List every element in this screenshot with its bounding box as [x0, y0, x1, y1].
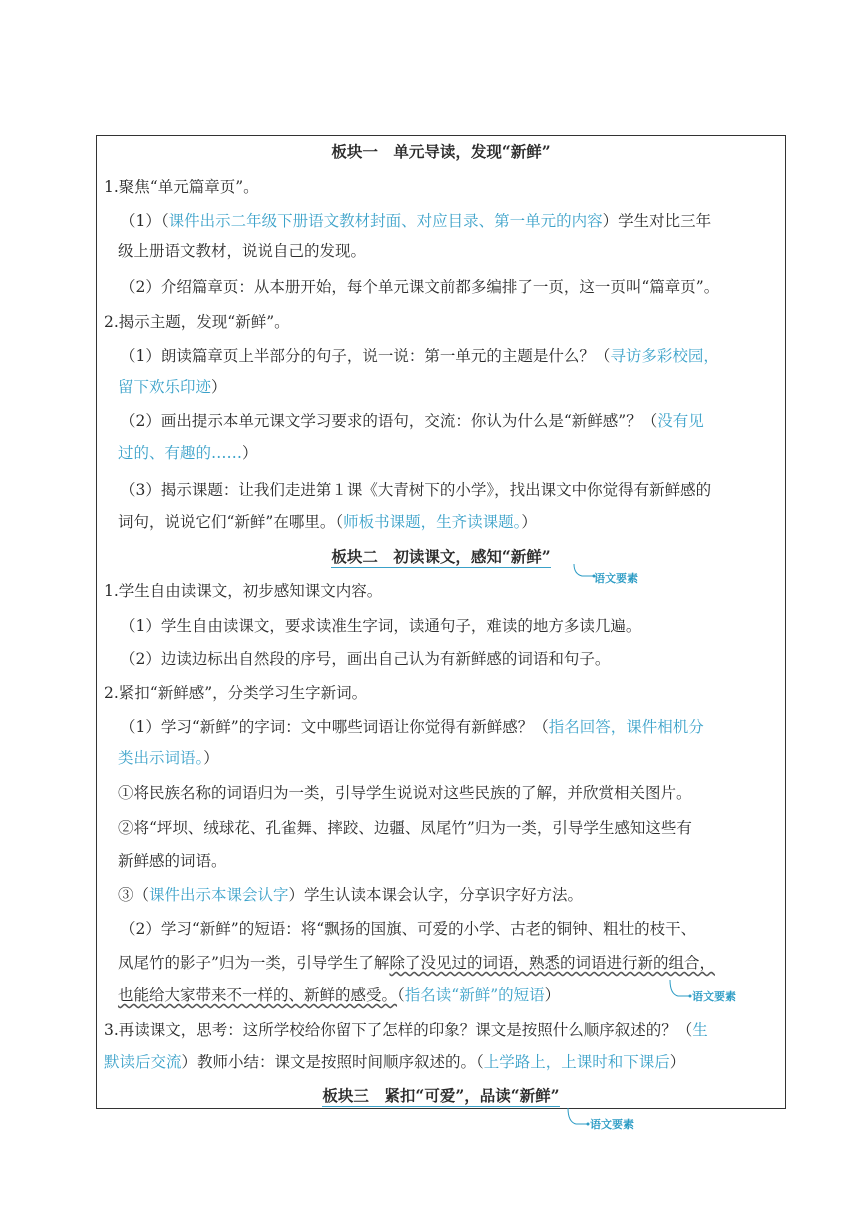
step-2-2-1-b: ②将“坪坝、绒球花、孔雀舞、摔跤、边疆、凤尾竹”归为一类，引导学生感知这些有 — [118, 819, 692, 837]
step-2-2-1-b-cont: 新鲜感的词语。 — [118, 852, 227, 870]
step-2-2-1-c: ③（课件出示本课会认字）学生认读本课会认字，分享识字好方法。 — [118, 886, 584, 904]
step-2-2-1-a: ①将民族名称的词语归为一类，引导学生说说对这些民族的了解，并欣赏相关图片。 — [118, 784, 692, 802]
step-1-2: 2.揭示主题，发现“新鲜”。 — [104, 313, 290, 331]
annotation-connector — [566, 1108, 590, 1132]
step-2-2-2-cont: 凤尾竹的影子”归为一类，引导学生了解除了没见过的词语，熟悉的词语进行新的组合， — [118, 954, 715, 972]
step-1-1-2: （2）介绍篇章页：从本册开始，每个单元课文前都多编排了一页，这一页叫“篇章页”。 — [120, 278, 720, 296]
annotation-connector — [668, 980, 692, 1004]
annotation-label: 语文要素 — [692, 990, 736, 1003]
step-2-2-2: （2）学习“新鲜”的短语：将“飘扬的国旗、可爱的小学、古老的铜钟、粗壮的枝干、 — [120, 920, 697, 938]
step-1-1-1-cont: 级上册语文教材，说说自己的发现。 — [118, 242, 367, 260]
annotation-label: 语文要素 — [594, 572, 638, 585]
step-1-1: 1.聚焦“单元篇章页”。 — [104, 178, 259, 196]
step-2-2: 2.紧扣“新鲜感”，分类学习生字新词。 — [104, 684, 368, 702]
step-1-2-1-cont: 留下欢乐印迹） — [118, 378, 227, 396]
step-1-2-2: （2）画出提示本单元课文学习要求的语句，交流：你认为什么是“新鲜感”？（没有见 — [120, 412, 704, 430]
step-1-2-2-cont: 过的、有趣的……） — [118, 444, 258, 462]
step-2-1-1: （1）学生自由读课文，要求读准生字词，读通句子，难读的地方多读几遍。 — [120, 617, 642, 635]
step-1-1-1: （1）（课件出示二年级下册语文教材封面、对应目录、第一单元的内容）学生对比三年 — [120, 212, 712, 230]
step-2-2-1: （1）学习“新鲜”的字词：文中哪些词语让你觉得有新鲜感？（指名回答，课件相机分 — [120, 718, 704, 736]
step-1-2-1: （1）朗读篇章页上半部分的句子，说一说：第一单元的主题是什么？（寻访多彩校园， — [120, 347, 719, 365]
step-2-2-1-cont: 类出示词语。） — [118, 749, 219, 767]
step-2-1-2: （2）边读边标出自然段的序号，画出自己认为有新鲜感的词语和句子。 — [120, 650, 611, 668]
step-2-1: 1.学生自由读课文，初步感知课文内容。 — [104, 582, 383, 600]
step-1-2-3: （3）揭示课题：让我们走进第１课《大青树下的小学》，找出课文中你觉得有新鲜感的 — [120, 481, 712, 499]
step-2-3: 3.再读课文，思考：这所学校给你留下了怎样的印象？课文是按照什么顺序叙述的？（生 — [104, 1021, 708, 1039]
step-2-2-2-cont2: 也能给大家带来不一样的、新鲜的感受。（指名读“新鲜”的短语） — [118, 986, 561, 1004]
step-2-3-cont: 默读后交流）教师小结：课文是按照时间顺序叙述的。（上学路上，上课时和下课后） — [104, 1053, 686, 1071]
annotation-label: 语文要素 — [590, 1118, 634, 1131]
step-1-2-3-cont: 词句，说说它们“新鲜”在哪里。（师板书课题，生齐读课题。） — [118, 513, 537, 531]
section-heading-3: 板块三 紧扣“可爱”，品读“新鲜” — [322, 1086, 560, 1105]
section-heading-2: 板块二 初读课文，感知“新鲜” — [331, 547, 551, 566]
section-heading-1: 板块一 单元导读，发现“新鲜” — [331, 142, 551, 161]
